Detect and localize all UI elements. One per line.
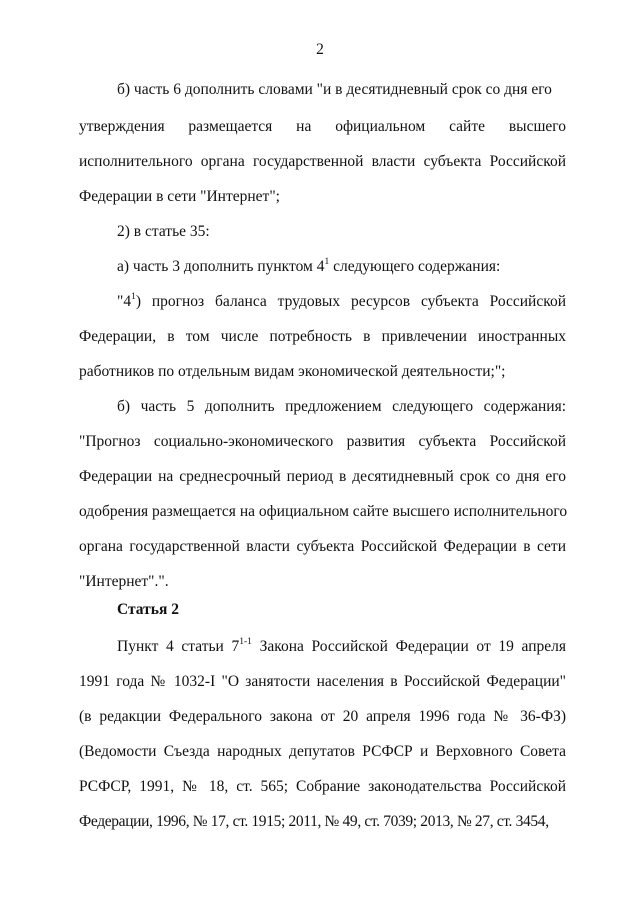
superscript: 1-1 [239,636,252,647]
text-line: (Ведомости Съезда народных депутатов РСФСР и Верховного Совета [79,743,566,760]
text-line: Федерации, 1996, № 17, ст. 1915; 2011, № 49, ст. 7039; 2013, № 27, ст. 3454, [79,813,549,830]
text-line: "Интернет".". [79,573,169,590]
superscript: 1 [324,256,330,267]
text-line: РСФСР, 1991, № 18, ст. 565; Собрание законодательства Российской [79,778,566,795]
text-line [117,637,566,657]
text-line: Федерации в сети "Интернет"; [79,188,280,205]
text-line: 1991 года № 1032-I "О занятости населения в Российской Федерации" [79,673,566,690]
text-line [117,257,566,277]
text-fragment: Закона Российской Федерации от 19 апреля [251,638,567,655]
text-line: утверждения размещается на официальном сайте высшего [79,118,566,135]
text-line: б) часть 5 дополнить предложением следующего содержания: [117,398,566,415]
text-line: исполнительного органа государственной власти субъекта Российской [79,153,566,170]
text-fragment: следующего содержания: [329,258,501,275]
text-line: одобрения размещается на официальном сайте высшего исполнительного [79,503,568,520]
article-heading: Статья 2 [117,601,179,618]
text-fragment: "4 [117,293,132,310]
text-line: б) часть 6 дополнить словами "и в десятидневный срок со дня его [117,81,552,98]
text-line: работников по отдельным видам экономической деятельности;"; [79,363,506,380]
text-line: Федерации на среднесрочный период в десятидневный срок со дня его [79,468,566,485]
text-line: органа государственной власти субъекта Российской Федерации в сети [79,538,566,555]
text-line: (в редакции Федерального закона от 20 апреля 1996 года № 36-ФЗ) [79,708,566,725]
page-number: 2 [316,41,324,58]
superscript: 1 [131,291,136,302]
text-line: 2) в статье 35: [117,223,210,240]
text-fragment: ) прогноз баланса трудовых ресурсов субъекта Российской [135,293,566,310]
text-line [117,292,566,312]
text-line: Федерации, в том числе потребность в привлечении иностранных [79,328,566,345]
text-line: "Прогноз социально-экономического развития субъекта Российской [79,433,566,450]
text-fragment: а) часть 3 дополнить пунктом 4 [117,258,325,275]
text-fragment: Пункт 4 статьи 7 [117,638,240,655]
